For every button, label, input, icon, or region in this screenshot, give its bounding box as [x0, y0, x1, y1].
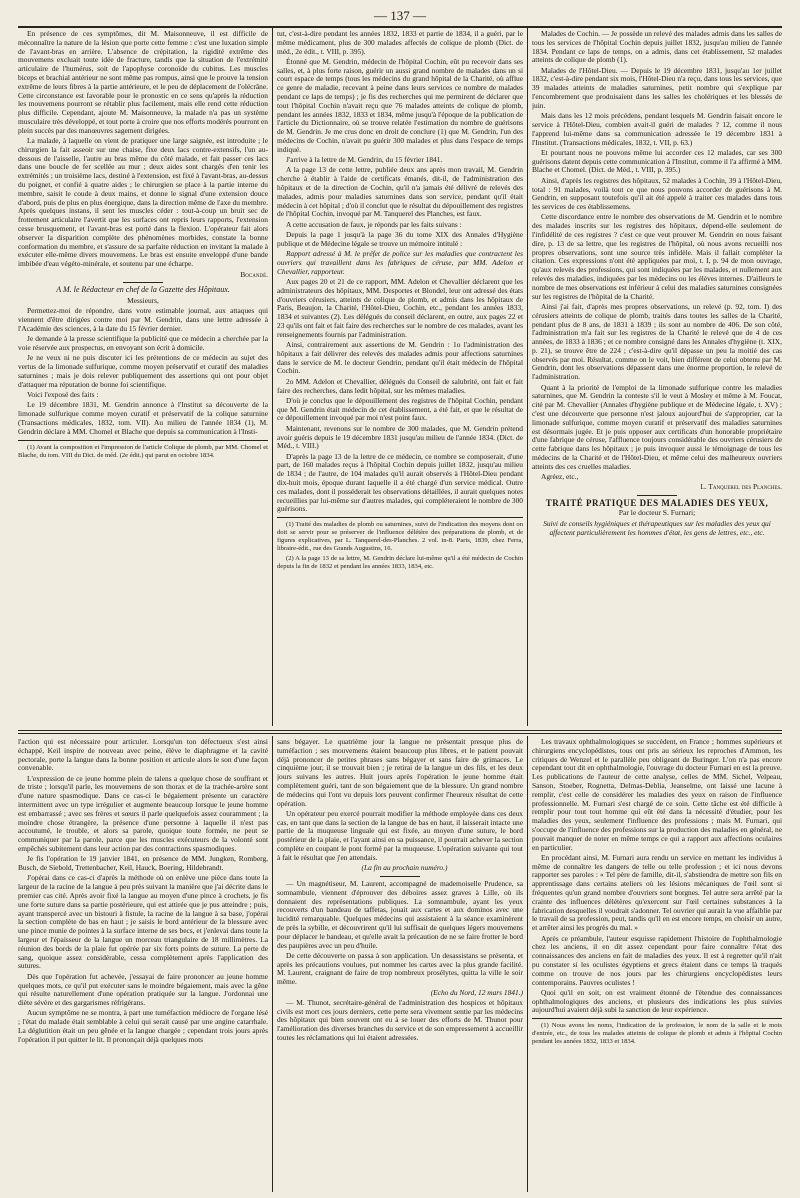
letter-paragraph: Permettez-moi de répondre, dans votre estimable journal, aux attaques qui viennent d'être dirigées contre moi par M. Gendrin, dans une lettre adressée à l'Académie des sciences, à la date du 15 février dernier.: [18, 306, 268, 333]
footnote: (1) Traité des maladies de plomb ou saturnines, suivi de l'indication des moyens dont on doit se servir pour se préserver de l'influence délétère des préparations de plomb, et de figures explicatives, par L. Tanquerel-des-Planches. 2 vol. in-8. Paris, 1839, chez Ferra, libraire-édit., rue des Grands Augustins, 16.: [277, 521, 523, 553]
letter-paragraph: D'où je conclus que le dépouillement des registres de l'hôpital Cochin, pendant que M. Gendrin était médecin de cet établissement, a été fait, et que le résultat de ce dépouillement invoqué par moi n'est point faux.: [277, 395, 523, 423]
letter-paragraph: Rapport adressé à M. le préfet de police sur les maladies que contractent les ouvriers qui travaillent dans les fabriques de céruse, par MM. Adelon et Chevallier, rapporteur.: [277, 249, 523, 276]
letter-paragraph: Maintenant, revenons sur le nombre de 300 malades, que M. Gendrin prétend avoir guéris depuis le 19 décembre 1831 jusqu'au milieu de l'année 1834. (Dict. de Méd., t. VIII.): [277, 423, 523, 451]
letter-paragraph: D'après la page 13 de la lettre de ce médecin, ce nombre se composerait, d'une part, de 160 malades reçus à l'hôpital Cochin depuis juillet 1832, jusqu'au milieu de 1834 ; de l'autre, de 104 malades qu'il aurait observés à l'Hôtel-Dieu pendant dix-huit mois, époque durant laquelle il a été chargé d'un service médical. Outre ces malades, dont il posséderait les observations détaillées, il aurait quelques notes recueillies par lui-même sur d'autres malades, qui compléteraient le nombre de 300 guérisons.: [277, 451, 523, 514]
letter-paragraph: Voici l'exposé des faits :: [27, 390, 99, 400]
section-title: TRAITÉ PRATIQUE DES MALADIES DES YEUX,: [545, 498, 769, 509]
section-rule: [18, 733, 782, 734]
lower-column-1: [18, 738, 268, 1192]
column-divider: [527, 28, 528, 726]
letter-paragraph: J'arrive à la lettre de M. Gendrin, du 15 février 1841.: [286, 155, 443, 165]
newspaper-page: [18, 6, 782, 1192]
separator: [123, 282, 163, 283]
letter-paragraph: Malades de Cochin. — Je possède un relevé des malades admis dans les salles de tous les services de l'hôpital Cochin depuis juillet 1832, jusqu'au milieu de l'année 1834. Pendant ce laps de temps, on a admis, dans cet établissement, 52 malades atteints de colique de plomb (1).: [532, 30, 782, 65]
column-divider: [272, 28, 273, 726]
letter-salutation: Messieurs,: [127, 296, 159, 306]
letter-paragraph: A la page 13 de cette lettre, publiée deux ans après mon travail, M. Gendrin cherche à établir à l'aide de certificats émanés, dit-il, de l'administration des hôpitaux et de la direction de Cochin, qu'il n'a jamais été délivré de relevés des malades, admis pour maladies saturnines dans son service, pendant qu'il était médecin à cet hôpital ; d'où il conclut que le résultat du dépouillement des registres de l'hôpital Cochin, invoqué par M. Tanquerel des Planches, est faux.: [277, 165, 523, 219]
page-number: — 137 —: [374, 8, 426, 23]
news-source: (Echo du Nord, 12 mars 1841.): [430, 987, 523, 997]
article-paragraph: sans bégayer. Le quatrième jour la langue ne présentait presque plus de tuméfaction ; ses mouvemens étaient beaucoup plus libres, et le patient pouvait déjà prononcer de petites phrases sans bégayer et sans faire de grimaces. Le cinquième jour, il se trouvait bien ; je retirai de la langue un des fils, et les deux jours suivans les autres. Huit jours après l'opération le jeune homme était complètement guéri, tant de son bégaiement que de la blessure. Un grand nombre de médecins qui l'ont vu depuis lors peuvent confirmer l'heureux résultat de cette opération.: [277, 738, 523, 808]
letter-paragraph: Je demande à la presse scientifique la publicité que ce médecin a cherchée par la voie réservée aux prospectus, en envoyant son écrit à domicile.: [18, 334, 268, 353]
author-signature: L. Tanquerel des Planches.: [700, 482, 782, 492]
letter-paragraph: Le 19 décembre 1831, M. Gendrin annonce à l'Institut sa découverte de la limonade sulfurique comme moyen curatif et préservatif de la colique saturnine (Transactions médicales, 1832, tom. VII). Au milieu de l'année 1834 (1), M. Gendrin déclare à MM. Chomel et Blache que depuis sa communication à l'Insti-: [18, 400, 268, 436]
review-paragraph: Après ce préambule, l'auteur esquisse rapidement l'histoire de l'ophthalmologie chez les anciens, il en dit assez cependant pour faire connaître l'état des connaissances des anciens en fait de maladies des yeux. Il est à regretter qu'il n'ait pu constater si les oculistes égyptiens et grecs étaient dans ce temps là traqués comme on trouve de nos jours par les chirurgiens encyclopédistes leurs contemporains. Pauvres oculistes !: [532, 933, 782, 987]
news-item: — Un magnétiseur, M. Laurent, accompagné de mademoiselle Prudence, sa somnambule, viennent d'éprouver des déboires assez graves à Lille, où ils donnaient des représentations publiques. La somnambule, ayant les yeux recouverts d'un bandeau de taffetas, jouait aux cartes et aux dominos avec une lucidité remarquable. Quelques médecins qui assistaient à la séance examinèrent de près la sybille, et découvrirent qu'il lui suffisait de quelques légers mouvemens pour déplacer le bandeau, et qu'elle avait la précaution de ne se faire frotter le bord des paupières avec un peu d'huile.: [277, 878, 523, 950]
footnote-rule: [18, 440, 268, 441]
article-paragraph: L'expression de ce jeune homme plein de talens a quelque chose de souffrant et de triste ; lorsqu'il parle, les mouvemens de son thorax et de la trachée-artère sont d'une nature spasmodique. Dans ce cas-ci le bégaiement présente un caractère intermittent avec un type irrégulier et augmente beaucoup lorsque le jeune homme est embarrassé ; avec ses frères et sœurs il parle quelquefois assez couramment ; la moindre chose étrangère, la présence d'une personne à laquelle il n'est pas accoutumé, le trouble, et alors sa parole, quoique toute formée, ne peut se communiquer par la parole, parce que les muscles exécuteurs de la volonté sont empêchés subitement dans leur action par des contractions spasmodiques.: [18, 773, 268, 854]
footnote-rule: [532, 1018, 782, 1019]
letter-paragraph: tut, c'est-à-dire pendant les années 1832, 1833 et partie de 1834, il a guéri, par le même médicament, plus de 300 malades affectés de colique de plomb (Dict. de méd., 2e édit., t. VIII, p. 395).: [277, 30, 523, 56]
article-paragraph: Aucun symptôme ne se montra, à part une tuméfaction médiocre de l'organe lésé ; l'état du malade était semblable à celui qui serait causé par une angine catarrhale. La déglutition était un peu gênée et la langue chargée ; cependant trois jours après l'opération il put quitter le lit. Il prononçait déjà quelques mots: [18, 1008, 268, 1044]
article-paragraph: Dès que l'opération fut achevée, j'essayai de faire prononcer au jeune homme quelques mots, ce qu'il put exécuter sans le moindre bégaiement, mais avec la gêne qui résulte naturellement d'une opération pratiquée sur la langue. J'ordonnai une diète sévère et des gargarismes réfrigérans.: [18, 971, 268, 1008]
footnote-rule: [277, 517, 523, 518]
lower-column-3: [532, 738, 782, 1192]
lower-column-2: [277, 738, 523, 1192]
letter-paragraph: 2o MM. Adelon et Chevallier, délégués du Conseil de salubrité, ont fait et fait faire des recherches, dans ledit hôpital, sur les mêmes maladies.: [277, 376, 523, 395]
upper-column-3: [532, 30, 782, 724]
section-author: Par le docteur S. Furnari;: [618, 507, 696, 517]
article-paragraph: Je fis l'opération le 19 janvier 1841, en présence de MM. Jungken, Romberg, Busch, de Siebold, Trettenbacher, Keil, Hauck, Boering, Hildebrandt.: [18, 854, 268, 873]
letter-paragraph: Étonné que M. Gendrin, médecin de l'hôpital Cochin, eût pu recevoir dans ses salles, et, à plus forte raison, guérir un aussi grand nombre de malades dans un si court espace de temps (tous les médecins du grand hôpital de la Charité, où afflue ce genre de maladie, recevant à peine dans leurs services ce nombre de malades pendant ce laps de temps) ; je fis des recherches qui me permirent de déclarer que tout l'hôpital Cochin n'avait reçu que 76 malades atteints de colique de plomb, pendant les années 1832, 1833 et 1834, même jusqu'à l'époque de la publication de l'article du Dictionnaire, où se trouve relatée l'estimation du nombre de guérisons de M. Gendrin. Je me crus donc en droit de conclure (1) que M. Gendrin, l'un des médecins de Cochin, n'avait pu guérir 300 malades et plus dans l'espace de temps indiqué.: [277, 56, 523, 154]
footnote: (1) Nous avons les noms, l'indication de la profession, le nom de la salle et le mois d'entrée, etc., de tous les malades atteints de colique de plomb et admis à l'hôpital Cochin pendant les années 1832, 1833 et 1834.: [532, 1022, 782, 1046]
letter-paragraph: Je ne veux ni ne puis discuter ici les prétentions de ce médecin au sujet des vertus de la limonade sulfurique, comme moyen préservatif et curatif des maladies saturnines ; mais je dois relever publiquement des assertions qui ont pour objet d'attaquer ma réputation de bonne foi scientifique.: [18, 353, 268, 389]
letter-paragraph: Mais dans les 12 mois précédens, pendant lesquels M. Gendrin faisait encore le service à l'Hôtel-Dieu, combien avait-il guéri de malades ? 12, comme il nous l'apprend lui-même dans sa communication adressée le 19 décembre 1831 à l'Institut. (Transactions médicales, 1832, t. VII, p. 63.): [532, 111, 782, 147]
letter-closing: Agréez, etc.,: [541, 472, 579, 482]
article-paragraph: Un opérateur peu exercé pourrait modifier la méthode employée dans ces deux cas, en tant que dans la section de la langue de bas en haut, il laisserait intacte une partie de la muqueuse linguale qui est fixée, au moyen d'une suture, le bord postérieur de la plaie, et l'ayant ainsi en sa puissance, il pourrait achever la section complète en coupant le pont formé par la muqueuse. L'opération suivante qui tout à fait le résultat que j'en attendais.: [277, 808, 523, 862]
letter-paragraph: A cette accusation de faux, je réponds par les faits suivans :: [286, 219, 462, 229]
letter-paragraph: Aux pages 20 et 21 de ce rapport, MM. Adelon et Chevallier déclarent que les administrateurs des hôpitaux, MM. Desportes et Blondel, leur ont adressé des états d'ouvriers cérusiers, atteints de colique de plomb, et admis dans les hôpitaux de Paris, Beaujon, la Charité, l'Hôtel-Dieu, Cochin, etc., pendant les années 1833, 1834 et suivantes (2). Les délégués du conseil déclarent, en outre, aux pages 22 et 23 qu'ils ont fait et fait faire des recherches sur le nombre de ces malades, avant les renseignements fournis par l'administration.: [277, 277, 523, 339]
letter-paragraph: Malades de l'Hôtel-Dieu. — Depuis le 19 décembre 1831, jusqu'au 1er juillet 1832, c'est-à-dire pendant six mois, l'Hôtel-Dieu n'a reçu, dans tous les services, que 39 malades atteints de maladies saturnines, petit nombre qui s'explique par l'encombrement que produisaient dans les salles les cholériques et les blessés de juin.: [532, 65, 782, 110]
upper-column-2: [277, 30, 523, 724]
review-paragraph: Les travaux ophthalmologiques se succèdent, en France ; hommes supérieurs et chirurgiens encyclopédistes, tous ont pris au sérieux les reproches d'Ammon, les critiques de Wenzel et le parallèle peu obligeant de Buringer. L'on n'a pas encore cependant tout dit en ophthalmologie, l'ouvrage du docteur Furnari en est la preuve. Les publications de l'auteur de cette analyse, celles de MM. Sichel, Velpeau, Sanson, Stoeber, Rognetta, Delmas-Deblia, Jeanselme, ont laissé une lacune à remplir, c'est celle de considérer les maladies des yeux en raison de l'influence professionnelle. M. Furnari s'est chargé de ce soin. Cette tâche est été difficile à remplir pour tout tout homme qui eût été dans la nécessité d'étudier, pour les maladies des yeux, seulement l'influence des professions ; mais M. Furnari, qui s'occupe de l'influence des professions sur la production des maladies en général, ne pouvait manquer de noter en même temps ce qui a rapport aux affections oculaires en particulier.: [532, 738, 782, 852]
section-rule: [18, 730, 782, 731]
continuation-note: (La fin au prochain numéro.): [361, 863, 448, 873]
letter-paragraph: Depuis la page 1 jusqu'à la page 36 du tome XIX des Annales d'Hygiène publique et de Médecine légale se trouve un mémoire intitulé :: [277, 230, 523, 248]
letter-paragraph: Et pourtant nous ne pouvons même lui accorder ces 12 malades, car ses 300 guérisons datent depuis cette communication à l'Institut, comme il l'a affirmé à MM. Blache et Chomel. (Dict. de Méd., t. VIII, p. 395.): [532, 147, 782, 175]
letter-header: A M. le Rédacteur en chef de la Gazette des Hôpitaux.: [56, 285, 230, 295]
article-paragraph: La malade, à laquelle on vient de pratiquer une large saignée, est introduite ; le chirurgien la fait asseoir sur une chaise, fixe deux lacs contre-extensifs, l'un au-dessous de l'aisselle, l'autre au bras même du côté malade, et fait passer ces lacs dans une boucle de fer scellée au mur ; deux aides sont chargés d'en tenir les extrémités ; un troisième lacs, destiné à l'extension, est fixé à l'avant-bras, au-dessus du poignet, et confié à quatre aides ; le chirurgien se place à la partie interne du membre, saisit le coude à deux mains, et donne le signal d'une extension douce d'abord, puis de plus en plus énergique, dans la direction même de l'axe du membre. Après quelques instans, il sent les muscles céder : tout-à-coup un bruit sec de frottement articulaire l'avertit que les surfaces ont repris leurs rapports, l'extension cesse brusquement, et l'avant-bras est porté dans la flexion. L'opérateur fait alors observer la disparition complète des phénomènes morbides, constate la bonne conformation du membre, et s'assure de sa parfaite réduction en invitant la malade à exécuter elle-même divers mouvemens. Le bras est ensuite enveloppé d'une bande imbibée d'eau végéto-minérale, et soutenu par une écharpe.: [18, 136, 268, 269]
footnote: (1) Avant la composition et l'impression de l'article Colique de plomb, par MM. Chomel et Blache, du tom. VIII du Dict. de méd. (2e édit.) qui parut en octobre 1834.: [18, 443, 268, 459]
news-item: — M. Thunot, secrétaire-général de l'administration des hospices et hôpitaux civils est mort ces jours derniers, cette perte sera vivement sentie par les médecins des hôpitaux qui bien souvent ont eu à se louer des efforts de M. Thunot pour l'amélioration des diverses branches du service et de son empressement à accueillir toutes les réclamations qui lui étaient adressées.: [277, 997, 523, 1042]
letter-paragraph: Ainsi j'ai fait, d'après mes propres observations, un relevé (p. 92, tom. I) des cérusiers atteints de colique de plomb, traités dans toutes les salles de la Charité, pendant plus de 8 ans, de 1831 à 1839 ; ils sont au nombre de 406. De son côté, l'administration m'a fait sur les registres de la Charité le relevé que de 4 de ces années, de 1833 à 1836 ; et ce nombre consigné dans les Annales d'hygiène (t. XIX, p. 21), se trouve être de 224 ; c'est-à-dire qu'il dépasse un peu la moitié des cas observés par moi. Résultat, comme on le voit, bien différent de celui obtenu par M. Gendrin, dont les observations dépassent dans une énorme proportion, le relevé de l'administration.: [532, 301, 782, 382]
letter-paragraph: Ainsi, d'après les registres des hôpitaux, 52 malades à Cochin, 39 à l'Hôtel-Dieu, total : 91 malades, voilà tout ce que nous pouvons accorder de guérisons à M. Gendrin, en supposant toutefois qu'il ait été appelé à traiter ces malades dans tous les services de ces établissemens.: [532, 175, 782, 212]
article-paragraph: l'action qui est nécessaire pour articuler. Lorsqu'un ton défectueux s'est ainsi échappé, Keil inspire de nouveau avec peine, élève le diaphragme et la cavité pectorale, porte la langue dans la bonne position et articule alors le son d'une façon convenable.: [18, 738, 268, 773]
letter-paragraph: Quant à la priorité de l'emploi de la limonade sulfurique contre les maladies saturnines, que M. Gendrin la conteste s'il le veut à Mosley et même à M. Foucat, cité par M. Chevallier (Annales d'hygiène publique et de Médecine légale, t. XV) ; c'est une découverte que personne n'est jaloux aujourd'hui de s'approprier, car la limonade sulfurique, comme moyen curatif et préservatif des maladies saturnines est désormais jugée. Et je puis opposer aux certificats d'un honorable propriétaire d'une fabrique de céruse, l'affluence toujours considérable des ouvriers cérusiers de cette fabrique dans les hôpitaux ; je puis invoquer aussi le témoignage de tous les médecins de la Charité et de l'Hôtel-Dieu, et même celui des malheureux ouvriers atteints des ces cruelles maladies.: [532, 382, 782, 471]
letter-paragraph: Cette discordance entre le nombre des observations de M. Gendrin et le nombre des malades inscrits sur les registres des hôpitaux, dépend-elle seulement de l'infidélité de ces registres ? c'est ce que veut prouver M. Gendrin en nous faisant dire, p. 13 de sa lettre, que les registres de l'hôpital, où nous avons recueilli nos propres observations, sont une source très infidèle. Mais il fallait compléter la citation. Ces expressions n'ont été appliquées par moi, t. I, p. 94 de mon ouvrage, qu'aux relevés des professions, qui sont indiquées par les malades, et nullement aux relevés des maladies, indiquées par les médecins ou les élèves internes. D'ailleurs le nombre de mes observations est inférieur à celui des maladies saturnines consignées sur les registres de l'hôpital de la Charité.: [532, 212, 782, 301]
separator: [637, 495, 677, 496]
news-item: De cette découverte on passa à son application. Un desassistans se présenta, et après les précautions voulues, put nommer les cartes avec la plus grande facilité. M. Laurent, craignant de faire de trop nombreux prosélytes, quitta la ville le soir même.: [277, 950, 523, 987]
upper-column-1: [18, 30, 268, 724]
review-paragraph: Quoi qu'il en soit, on est vraiment étonné de l'étendue des connaissances ophthalmologiques des anciens, et plusieurs des indications les plus suivies aujourd'hui avaient déjà subi la sanction de leur expérience.: [532, 987, 782, 1015]
section-subtitle: Suivi de conseils hygiéniques et thérapeutiques sur les maladies des yeux qui affectent particulièrement les hommes d'état, les gens de lettres, etc., etc.: [543, 518, 771, 537]
column-divider: [527, 736, 528, 1192]
article-paragraph: En présence de ces symptômes, dit M. Maisonneuve, il est difficile de méconnaître la nature de la lésion que porte cette femme : c'est une luxation simple de l'avant-bras en arrière. L'absence de crépitation, la rigidité extrême des mouvemens excluait toute idée de fracture, tandis que la situation de l'extrémité articulaire de l'humérus, soit de l'apophyse coronoïde du cubitus. Les muscles biceps et brachial antérieur ne sont même pas rompus, ainsi que le prouve la tension extrême de leurs fibres à la partie antérieure, et le peu de déplacement de l'olécrâne. Cette circonstance est favorable pour le pronostic en ce sens qu'après la réduction les mouvemens pourront se rétablir plus facilement, mais elle rend cette réduction plus difficile. Cependant, ajoute M. Maisonneuve, la malade n'a pas un système musculaire très développé, et tout porte à croire que nos efforts modérés pourront en plein succès par des manœuvres sagement dirigées.: [18, 30, 268, 135]
separator: [380, 876, 420, 877]
article-paragraph: J'opérai dans ce cas-ci d'après la méthode où on enlève une pièce dans toute la largeur de la racine de la langue à peu près suivant la manière que j'ai décrite dans le premier cas cité. Après avoir fixé la langue au moyen d'une pince à crochets, je fis une forte suture dans sa partie postérieure, qui est attirée que je pus atteindre ; puis, ayant transpercé avec un bistouri à fistule, la racine de la langue à sa base, j'opérai la section complète de bas en haut ; je saisis le bord antérieur de la blessure avec une pince munie de pointes à la surface interne de ses becs, et j'enlevai dans toute la largeur et l'épaisseur de la langue un morceau triangulaire de 18 millimètres. La réunion des bords de la plaie fut opérée par six forts points de suture. La perte de sang, quoique assez considérable, cessa complètement après l'application des sutures.: [18, 873, 268, 971]
letter-paragraph: Ainsi, contrairement aux assertions de M. Gendrin : 1o l'administration des hôpitaux a fait délivrer des relevés des malades admis pour affections saturnines dans le service de M. le docteur Gendrin, pendant qu'il était médecin de l'hôpital Cochin.: [277, 340, 523, 376]
header-rule: [18, 26, 782, 28]
review-paragraph: En procédant ainsi, M. Furnari aura rendu un service en mettant les individus à même de connaître les dangers de telle ou telle profession ; et ici nous devons rapporter ses paroles : « Tel père de famille, dit-il, s'abstiendra de mettre son fils en apprentissage dans certains ateliers où les lésions mécaniques de l'œil sont si fréquentes qu'un grand nombre d'ouvriers sont borgnes. Tel autre sera arrêté par la crainte des influences délétères qu'exercent sur l'œil certaines substances à la fabrication desquelles il voudrait s'adonner. Tel ouvrier qui aurait la vue affaiblie par le travail de sa profession, peut, tandis qu'il en est encore temps, en choisir un autre, et arrêter ainsi les progrès du mal. »: [532, 852, 782, 933]
author-signature: Bocandé.: [240, 269, 268, 279]
column-divider: [272, 736, 273, 1192]
footnote: (2) A la page 13 de sa lettre, M. Gendrin déclare lui-même qu'il a été médecin de Cochin depuis la fin de 1832 et pendant les années 1833, 1834, etc.: [277, 554, 523, 570]
